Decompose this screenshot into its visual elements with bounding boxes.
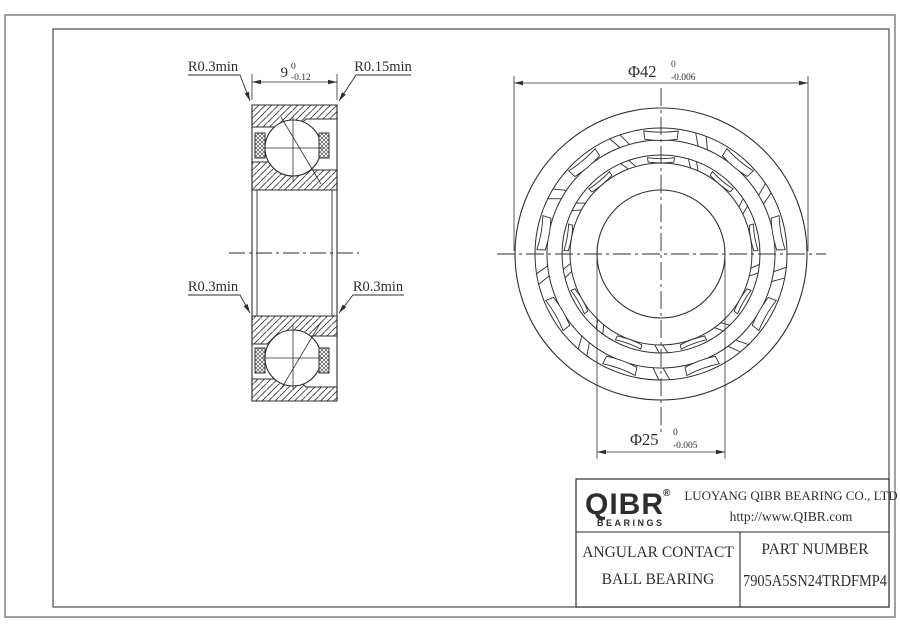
width-dim-value: 9 bbox=[280, 65, 288, 81]
cage-rivet-tick bbox=[706, 136, 707, 150]
cage-rivet-tick bbox=[565, 271, 572, 278]
cage-rivet-tick bbox=[751, 264, 760, 268]
cage-rivet-tick bbox=[736, 340, 749, 345]
width-dim-upper-tol: 0 bbox=[291, 62, 296, 72]
logo-subtext: BEARINGS bbox=[597, 518, 665, 528]
radius-label-mid-left: R0.3min bbox=[187, 279, 239, 295]
cage-rivet-tick bbox=[688, 159, 690, 168]
cage-rivet-tick bbox=[764, 193, 772, 204]
radius-label-mid-right: R0.3min bbox=[352, 279, 404, 295]
cage-pocket bbox=[722, 149, 753, 177]
cage-rivet-tick bbox=[728, 346, 740, 352]
radius-label-top-right: R0.15min bbox=[354, 59, 412, 75]
od-dim-lower-tol: -0.006 bbox=[671, 73, 696, 83]
cage-rivet-tick bbox=[620, 135, 630, 145]
company-logo bbox=[585, 488, 671, 528]
cage-rivet-tick bbox=[537, 266, 548, 274]
title-block bbox=[576, 479, 898, 607]
cage-rivet-tick bbox=[774, 267, 787, 272]
cage-rivet-tick bbox=[629, 160, 636, 166]
cage-rivet-tick bbox=[739, 199, 743, 208]
company-name: LUOYANG QIBR BEARING CO., LTD bbox=[684, 488, 898, 503]
od-dim-upper-tol: 0 bbox=[671, 60, 676, 70]
cage-rivet-tick bbox=[696, 133, 698, 146]
cage-rivet-tick bbox=[587, 343, 589, 356]
bore-dim-value: Φ25 bbox=[630, 430, 659, 449]
cage-pocket bbox=[569, 149, 600, 177]
company-website: http://www.QIBR.com bbox=[729, 509, 853, 524]
cage-rivet-tick bbox=[743, 206, 748, 214]
od-dim-value: Φ42 bbox=[628, 62, 657, 81]
product-type-line1: ANGULAR CONTACT bbox=[582, 544, 734, 561]
part-number-label: PART NUMBER bbox=[761, 541, 869, 558]
part-number-value: 7905A5SN24TRDFMP4 bbox=[743, 571, 888, 590]
cage-rivet-tick bbox=[655, 345, 660, 353]
cage-rivet-tick bbox=[772, 278, 785, 282]
cage-rivet-tick bbox=[697, 162, 699, 171]
cross-section-view bbox=[188, 59, 413, 401]
registered-trademark-icon: ® bbox=[663, 488, 671, 499]
width-dim-lower-tol: -0.12 bbox=[291, 73, 311, 83]
cage-rivet-tick bbox=[749, 273, 758, 276]
cage-rivet-tick bbox=[663, 368, 670, 380]
cage-rivet-tick bbox=[663, 345, 668, 353]
radius-label-top-left: R0.3min bbox=[187, 59, 239, 75]
cage-rivet-tick bbox=[759, 184, 766, 196]
bore-dim-lower-tol: -0.005 bbox=[673, 441, 698, 451]
cage-rivet-tick bbox=[578, 336, 582, 349]
cage-rivet-tick bbox=[610, 139, 620, 148]
front-view bbox=[497, 60, 826, 459]
width-dimension bbox=[252, 62, 337, 100]
cage-rivet-tick bbox=[621, 164, 629, 169]
cage-rivet-tick bbox=[553, 189, 567, 190]
cage-rivet-tick bbox=[539, 276, 549, 285]
cage-rivet-tick bbox=[563, 264, 570, 270]
logo-wordmark: QIBR bbox=[585, 488, 664, 521]
bore-dim-upper-tol: 0 bbox=[673, 428, 678, 438]
cage-rivet-tick bbox=[572, 210, 581, 211]
cage-rivet-tick bbox=[715, 328, 724, 331]
cage-rivet-tick bbox=[603, 325, 604, 334]
cage-rivet-tick bbox=[653, 368, 659, 380]
cage-pocket bbox=[710, 172, 733, 192]
cage-pocket bbox=[589, 172, 612, 192]
product-type-line2: BALL BEARING bbox=[601, 571, 715, 588]
